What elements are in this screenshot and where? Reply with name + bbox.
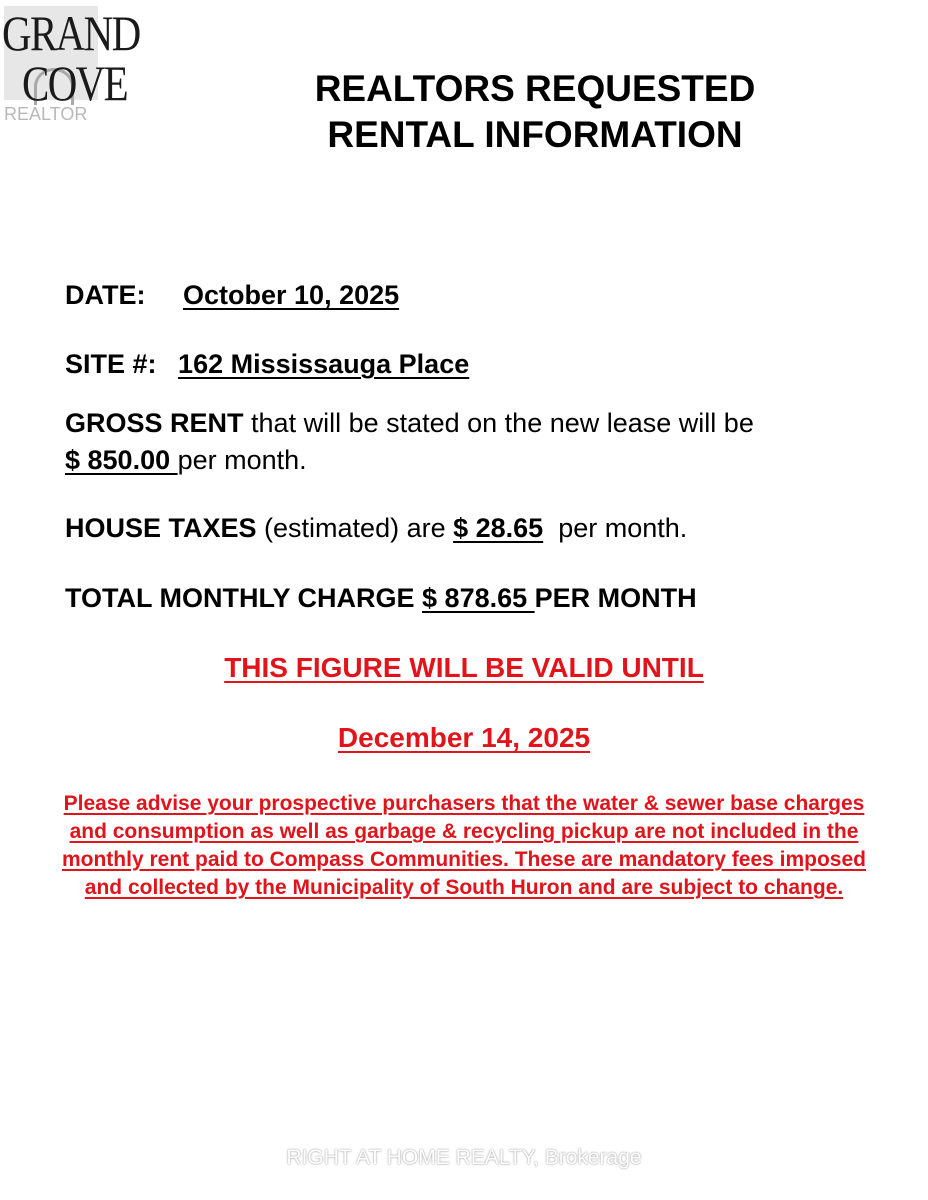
house-taxes-text: (estimated) are — [256, 513, 454, 543]
page-title — [200, 66, 870, 158]
gross-rent-text: that will be stated on the new lease will be — [243, 408, 754, 438]
fees-notice: Please advise your prospective purchasers that the water & sewer base charges and consumption as well as garbage & recycling pickup are not included in the monthly rent paid to Compass Communities. These are mandatory fees imposed and collected by the Municipality of South Huron and are subject to change. — [61, 792, 866, 899]
site-row — [65, 349, 469, 380]
validity-date: December 14, 2025 — [337, 722, 591, 753]
date-label: DATE: — [65, 280, 146, 310]
grand-cove-logo — [0, 0, 140, 130]
logo-grand-text: GRAND — [2, 5, 140, 61]
title-line-2: RENTAL INFORMATION — [327, 114, 743, 155]
site-value: 162 Mississauga Place — [178, 349, 470, 379]
logo-realtor-text: REALTOR — [4, 104, 88, 124]
gross-rent-suffix: per month. — [177, 445, 307, 475]
total-label: TOTAL MONTHLY CHARGE — [65, 583, 423, 613]
brokerage-watermark: RIGHT AT HOME REALTY, Brokerage — [286, 1146, 642, 1169]
house-taxes-row — [65, 513, 687, 544]
house-taxes-suffix: per month. — [543, 513, 688, 543]
total-suffix: PER MONTH — [534, 583, 697, 613]
house-taxes-label: HOUSE TAXES — [65, 513, 257, 543]
total-row — [65, 583, 697, 614]
date-value: October 10, 2025 — [183, 280, 400, 310]
date-row — [65, 280, 399, 311]
gross-rent-row — [65, 408, 754, 439]
site-label: SITE #: — [65, 349, 157, 379]
gross-rent-label: GROSS RENT — [65, 408, 244, 438]
title-line-1: REALTORS REQUESTED — [314, 68, 756, 109]
validity-heading: THIS FIGURE WILL BE VALID UNTIL — [224, 652, 704, 683]
logo-cove-text: COVE — [22, 55, 128, 111]
gross-rent-amount: $ 850.00 — [65, 445, 178, 475]
gross-rent-amount-row — [65, 445, 307, 476]
house-taxes-amount: $ 28.65 — [453, 513, 544, 543]
total-amount: $ 878.65 — [422, 583, 535, 613]
